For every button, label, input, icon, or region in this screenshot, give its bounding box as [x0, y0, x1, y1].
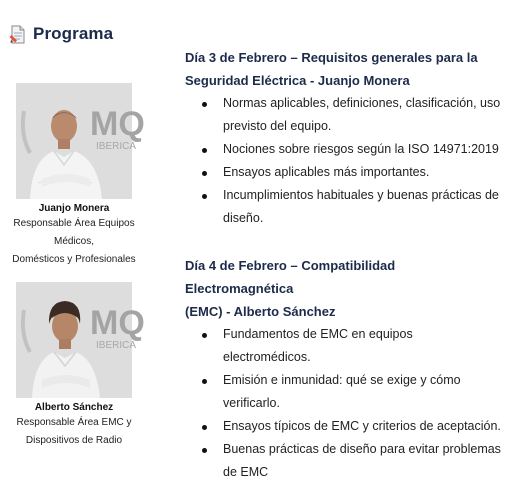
- list-item-line-1: Buenas prácticas de diseño para evitar problemas: [223, 442, 501, 456]
- list-item: [202, 184, 505, 230]
- section-header: [10, 24, 113, 44]
- list-item-line-2: de EMC: [223, 465, 269, 479]
- logo-text: MQ: [90, 105, 145, 143]
- list-item-line-1: Nociones sobre riesgos según la ISO 14971:2019: [223, 142, 499, 156]
- list-item-line-1: Incumplimientos habituales y buenas prácticas de: [223, 188, 499, 202]
- list-item: [202, 138, 505, 161]
- speaker-card-alberto-sanchez: [0, 282, 148, 450]
- speaker-role-line-1: Responsable Área Equipos Médicos,: [13, 218, 135, 247]
- list-item-line-2: diseño.: [223, 211, 264, 225]
- session-title-line-1: Día 3 de Febrero – Requisitos generales para la: [185, 50, 478, 65]
- page-title: Programa: [33, 24, 114, 43]
- list-item-line-1: Ensayos aplicables más importantes.: [223, 165, 430, 179]
- session-title-line-1: Día 4 de Febrero – Compatibilidad Electromagnética: [185, 258, 396, 296]
- list-item-line-2: previsto del equipo.: [223, 119, 332, 133]
- speaker-role-line-2: Dispositivos de Radio: [25, 435, 123, 446]
- session-title-line-2: Seguridad Eléctrica - Juanjo Monera: [185, 73, 410, 88]
- list-item-line-1: Normas aplicables, definiciones, clasificación, uso: [223, 96, 501, 110]
- session-day-4: [185, 254, 505, 484]
- speaker-role-line-2: Domésticos y Profesionales: [12, 254, 136, 265]
- list-item: [202, 369, 505, 415]
- speaker-name: Alberto Sánchez: [34, 402, 114, 413]
- session-topics-list: [185, 323, 505, 484]
- speaker-photo: [16, 282, 145, 398]
- logo-text: MQ: [90, 304, 145, 342]
- list-item-line-2: electromédicos.: [223, 350, 311, 364]
- bullet-icon: [202, 448, 207, 453]
- list-item-line-1: Emisión e inmunidad: qué se exige y cómo: [223, 373, 461, 387]
- bullet-icon: [202, 148, 207, 153]
- bullet-icon: [202, 425, 207, 430]
- speaker-name: Juanjo Monera: [38, 203, 110, 214]
- session-title-line-2: (EMC) - Alberto Sánchez: [185, 304, 336, 319]
- speaker-card-juanjo-monera: [0, 83, 148, 269]
- list-item: [202, 438, 505, 484]
- list-item: [202, 415, 505, 438]
- speaker-photo: [16, 83, 145, 199]
- bullet-icon: [202, 102, 207, 107]
- session-topics-list: [185, 92, 505, 230]
- document-icon: [10, 25, 26, 44]
- list-item-line-1: Ensayos típicos de EMC y criterios de aceptación.: [223, 419, 501, 433]
- bullet-icon: [202, 194, 207, 199]
- logo-subtext: IBERICA: [96, 141, 137, 152]
- list-item: [202, 323, 505, 369]
- list-item: [202, 161, 505, 184]
- session-day-3: [185, 46, 505, 230]
- list-item-line-1: Fundamentos de EMC en equipos: [223, 327, 413, 341]
- logo-subtext: IBERICA: [96, 340, 137, 351]
- list-item: [202, 92, 505, 138]
- list-item-line-2: verificarlo.: [223, 396, 280, 410]
- bullet-icon: [202, 379, 207, 384]
- speaker-role-line-1: Responsable Área EMC y: [16, 417, 132, 428]
- bullet-icon: [202, 333, 207, 338]
- bullet-icon: [202, 171, 207, 176]
